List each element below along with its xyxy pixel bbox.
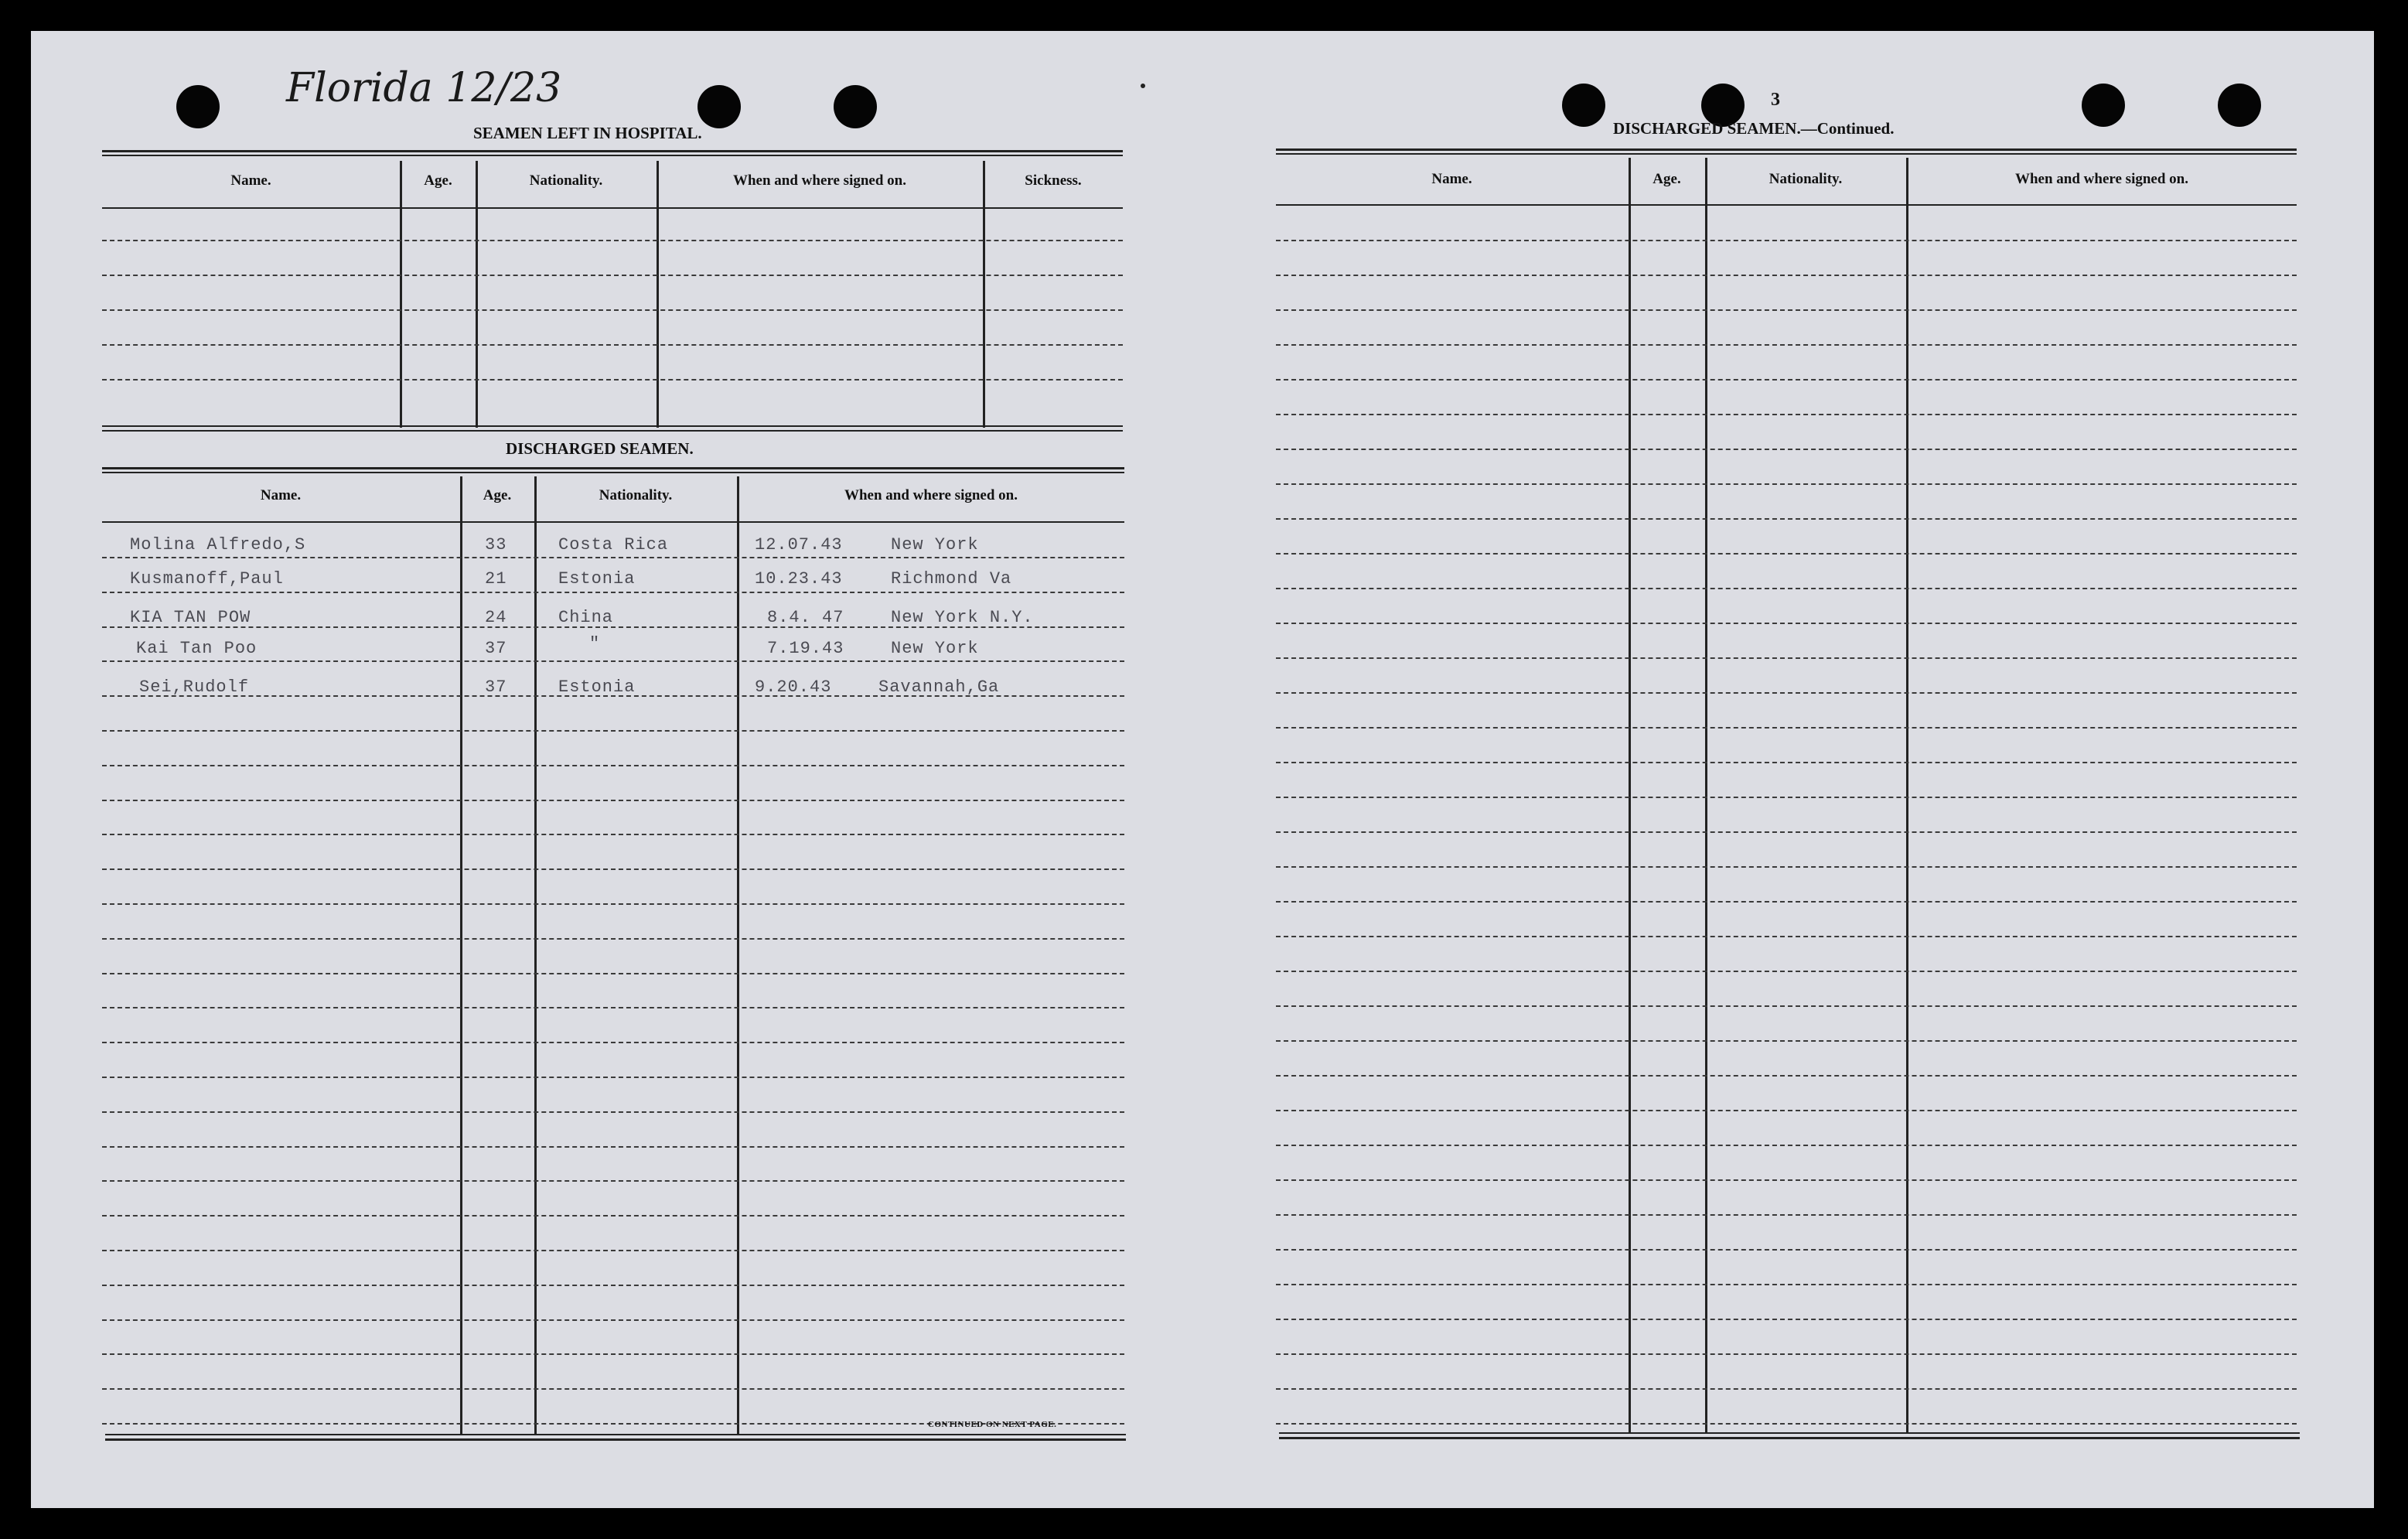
ruled-line xyxy=(1276,518,2297,520)
continued-col-nationality: Nationality. xyxy=(1768,171,1843,187)
signed-on-place: New York N.Y. xyxy=(891,608,1034,627)
ruled-line xyxy=(102,1388,1124,1390)
continued-footer: CONTINUED ON NEXT PAGE. xyxy=(928,1420,1057,1429)
column-divider xyxy=(1705,158,1707,1434)
ruled-line xyxy=(102,1353,1124,1355)
rule xyxy=(1276,148,2297,151)
ruled-line xyxy=(1276,1249,2297,1251)
ruled-line xyxy=(1276,1179,2297,1181)
ruled-line xyxy=(1276,449,2297,450)
punch-hole xyxy=(2082,84,2125,127)
ruled-line xyxy=(1276,657,2297,659)
signed-on-place: New York xyxy=(891,639,979,658)
ruled-line xyxy=(1276,588,2297,589)
hospital-col-name: Name. xyxy=(230,172,271,189)
seaman-name: KIA TAN POW xyxy=(130,608,251,627)
column-divider xyxy=(983,161,985,428)
seaman-name: Molina Alfredo,S xyxy=(130,535,306,555)
ruled-line xyxy=(102,1319,1124,1321)
ruled-line xyxy=(1276,1388,2297,1390)
seaman-age: 24 xyxy=(485,608,507,627)
ruled-line xyxy=(1276,727,2297,729)
ruled-line xyxy=(102,973,1124,974)
ruled-line xyxy=(102,240,1123,241)
ruled-line xyxy=(1276,483,2297,485)
seaman-nationality: China xyxy=(558,608,614,627)
ruled-line xyxy=(1276,1284,2297,1285)
ruled-line xyxy=(1276,553,2297,555)
ruled-line xyxy=(102,344,1123,346)
ruled-line xyxy=(1276,1145,2297,1146)
rule xyxy=(102,207,1123,209)
signed-on-place: Savannah,Ga xyxy=(878,677,1000,697)
ruled-line xyxy=(102,1250,1124,1251)
ruled-line xyxy=(1276,344,2297,346)
ruled-line xyxy=(1276,1040,2297,1042)
hospital-col-sickness: Sickness. xyxy=(1025,172,1082,189)
ruled-line xyxy=(102,1077,1124,1078)
continued-col-signed-on: When and where signed on. xyxy=(2014,171,2188,187)
ruled-line xyxy=(1276,831,2297,833)
signed-on-date: 8.4. 47 xyxy=(767,608,844,627)
continued-col-name: Name. xyxy=(1431,171,1472,187)
rule xyxy=(105,1434,1126,1435)
ruled-line xyxy=(1276,762,2297,763)
ruled-line xyxy=(1276,379,2297,380)
hospital-title: SEAMEN LEFT IN HOSPITAL. xyxy=(473,124,702,142)
rule xyxy=(1276,204,2297,206)
rule xyxy=(102,150,1123,152)
signed-on-place: Richmond Va xyxy=(891,569,1012,589)
column-divider xyxy=(400,161,402,428)
punch-hole xyxy=(176,85,220,128)
manifest-sheet xyxy=(31,31,2374,1508)
ruled-line xyxy=(1276,901,2297,903)
continued-col-age: Age. xyxy=(1653,171,1681,187)
rule xyxy=(102,425,1123,427)
ink-speck xyxy=(1141,84,1145,88)
discharged-col-signed-on: When and where signed on. xyxy=(844,487,1018,503)
seaman-name: Kusmanoff,Paul xyxy=(130,569,284,589)
ruled-line xyxy=(1276,275,2297,276)
ruled-line xyxy=(1276,1423,2297,1425)
signed-on-date: 10.23.43 xyxy=(755,569,843,589)
ruled-line xyxy=(102,592,1124,593)
discharged-col-age: Age. xyxy=(483,487,512,503)
rule xyxy=(1276,153,2297,155)
ruled-line xyxy=(102,379,1123,380)
ruled-line xyxy=(102,275,1123,276)
ruled-line xyxy=(102,730,1124,732)
ruled-line xyxy=(1276,414,2297,415)
seaman-nationality: " xyxy=(589,634,601,653)
punch-hole xyxy=(698,85,741,128)
seaman-nationality: Estonia xyxy=(558,677,636,697)
ruled-line xyxy=(1276,1214,2297,1216)
signed-on-place: New York xyxy=(891,535,979,555)
hospital-col-signed-on: When and where signed on. xyxy=(732,172,906,189)
ruled-line xyxy=(102,938,1124,940)
ruled-line xyxy=(1276,1005,2297,1007)
seaman-age: 21 xyxy=(485,569,507,589)
ruled-line xyxy=(1276,1319,2297,1320)
ruled-line xyxy=(1276,866,2297,868)
seaman-name: Sei,Rudolf xyxy=(139,677,250,697)
ruled-line xyxy=(1276,971,2297,972)
ruled-line xyxy=(102,1146,1124,1148)
seaman-age: 33 xyxy=(485,535,507,555)
column-divider xyxy=(476,161,478,428)
discharged-col-name: Name. xyxy=(260,487,302,503)
seaman-age: 37 xyxy=(485,677,507,697)
ruled-line xyxy=(102,1111,1124,1113)
column-divider xyxy=(1629,158,1631,1434)
rule xyxy=(1279,1437,2300,1439)
signed-on-date: 12.07.43 xyxy=(755,535,843,555)
punch-hole xyxy=(834,85,877,128)
ruled-line xyxy=(1276,1353,2297,1355)
ruled-line xyxy=(102,309,1123,311)
ruled-line xyxy=(102,557,1124,558)
ruled-line xyxy=(102,1007,1124,1008)
discharged-title: DISCHARGED SEAMEN. xyxy=(506,439,694,458)
ruled-line xyxy=(102,660,1124,662)
ruled-line xyxy=(1276,692,2297,694)
seaman-nationality: Estonia xyxy=(558,569,636,589)
column-divider xyxy=(1906,158,1908,1434)
handwritten-note: Florida 12/23 xyxy=(286,65,562,111)
punch-hole xyxy=(2218,84,2261,127)
ruled-line xyxy=(1276,309,2297,311)
ruled-line xyxy=(102,834,1124,835)
rule xyxy=(102,521,1124,523)
discharged-continued-title: DISCHARGED SEAMEN.—Continued. xyxy=(1613,119,1895,138)
signed-on-date: 9.20.43 xyxy=(755,677,832,697)
ruled-line xyxy=(102,1180,1124,1182)
seaman-name: Kai Tan Poo xyxy=(136,639,258,658)
column-divider xyxy=(460,476,462,1435)
ruled-line xyxy=(1276,797,2297,798)
column-divider xyxy=(534,476,537,1435)
ruled-line xyxy=(102,903,1124,905)
rule xyxy=(102,472,1124,473)
rule xyxy=(102,155,1123,156)
rule xyxy=(102,430,1123,432)
ruled-line xyxy=(102,868,1124,870)
ruled-line xyxy=(1276,1075,2297,1077)
punch-hole xyxy=(1562,84,1605,127)
ruled-line xyxy=(1276,936,2297,937)
seaman-nationality: Costa Rica xyxy=(558,535,669,555)
ruled-line xyxy=(102,1215,1124,1217)
column-divider xyxy=(657,161,659,428)
hospital-col-age: Age. xyxy=(424,172,452,189)
seaman-age: 37 xyxy=(485,639,507,658)
ruled-line xyxy=(102,765,1124,766)
signed-on-date: 7.19.43 xyxy=(767,639,844,658)
discharged-col-nationality: Nationality. xyxy=(599,487,673,503)
ruled-line xyxy=(102,800,1124,801)
column-divider xyxy=(737,476,739,1435)
ruled-line xyxy=(1276,1110,2297,1111)
ruled-line xyxy=(1276,240,2297,241)
hospital-col-nationality: Nationality. xyxy=(529,172,603,189)
ruled-line xyxy=(102,1042,1124,1043)
rule xyxy=(105,1438,1126,1441)
rule xyxy=(1279,1432,2300,1434)
page-number: 3 xyxy=(1771,90,1780,110)
ruled-line xyxy=(102,1285,1124,1286)
ruled-line xyxy=(1276,623,2297,624)
rule xyxy=(102,467,1124,469)
